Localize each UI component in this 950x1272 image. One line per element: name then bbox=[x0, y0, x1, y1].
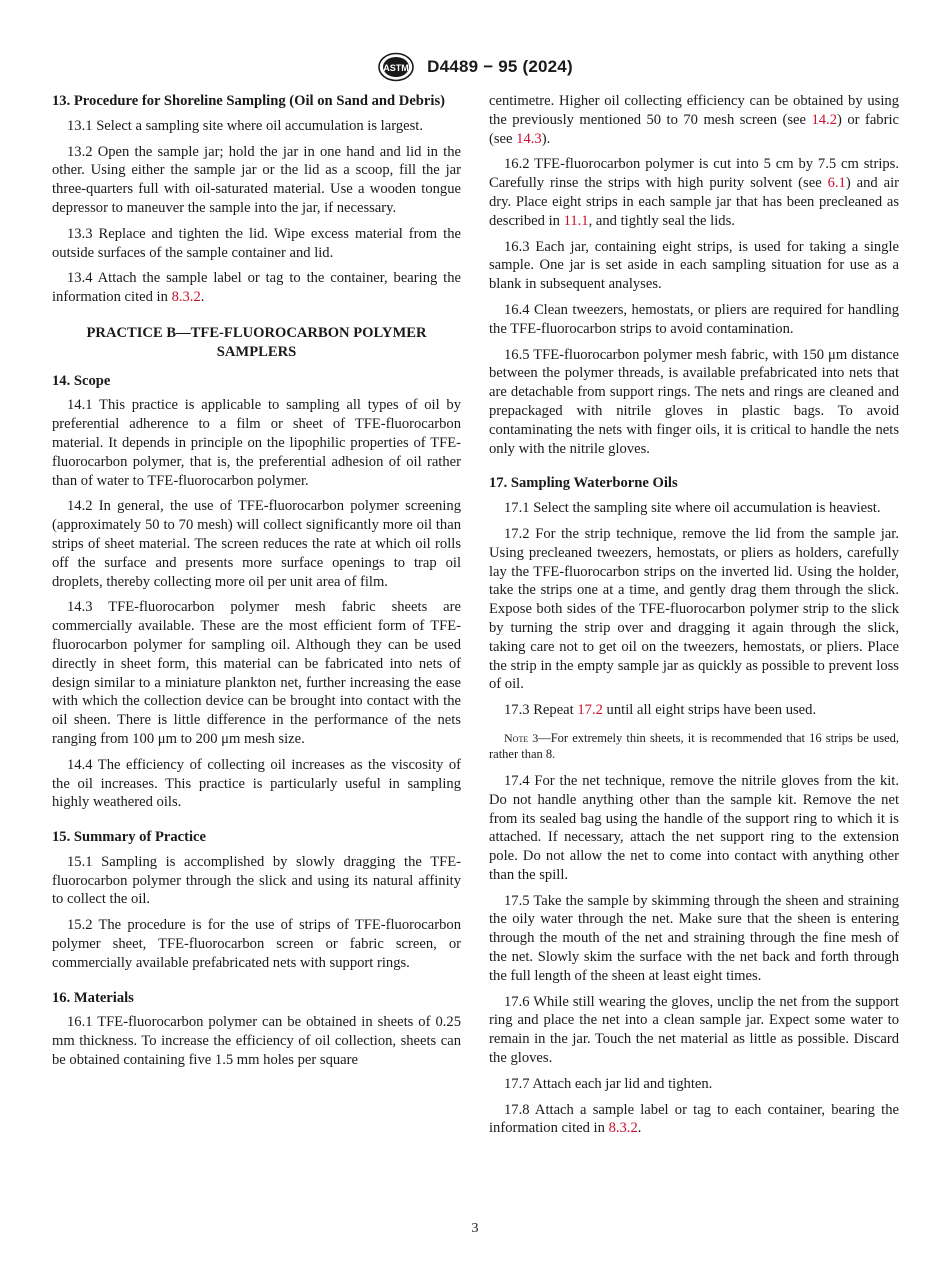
para-13-4: 13.4 Attach the sample label or tag to the container, bearing the information cited in 8.3.2. bbox=[52, 270, 461, 306]
ref-11-1-link[interactable]: 11.1 bbox=[563, 212, 589, 229]
para-13-2: 13.2 Open the sample jar; hold the jar in one hand and lid in the other. Using either the sample jar or the lid as a scoop, fill the jar three-quarters full with oil-saturated material. Use a wooden tongue depressor to maneuver the sample into the jar, if necessary. bbox=[52, 143, 461, 216]
ref-8-3-2-link-2[interactable]: 8.3.2 bbox=[608, 1120, 638, 1137]
astm-logo-text: ASTM bbox=[383, 63, 409, 73]
left-column bbox=[52, 92, 461, 1077]
right-column bbox=[489, 92, 899, 1145]
para-16-2: 16.2 TFE-fluorocarbon polymer is cut into 5 cm by 7.5 cm strips. Carefully rinse the strips with high purity solvent (see 6.1) and air dry. Place eight strips in each sample jar that has been precleaned as described in 11.1, and tightly seal the lids. bbox=[489, 156, 900, 229]
document-id: D4489 − 95 (2024) bbox=[427, 57, 573, 76]
page-number: 3 bbox=[471, 1221, 479, 1236]
ref-14-2-link[interactable]: 14.2 bbox=[811, 111, 837, 128]
para-14-4: 14.4 The efficiency of collecting oil increases as the viscosity of the oil increases. This practice is particularly useful in sampling highly weathered oils. bbox=[52, 756, 461, 811]
para-17-7: 17.7 Attach each jar lid and tighten. bbox=[504, 1075, 713, 1092]
para-13-1: 13.1 Select a sampling site where oil accumulation is largest. bbox=[67, 117, 423, 134]
para-17-8: 17.8 Attach a sample label or tag to each container, bearing the information cited in 8.3.2. bbox=[489, 1101, 899, 1137]
ref-17-2-link[interactable]: 17.2 bbox=[577, 702, 603, 719]
para-13-3: 13.3 Replace and tighten the lid. Wipe excess material from the outside surfaces of the sample container and lid. bbox=[52, 225, 461, 261]
section-17-heading: 17. Sampling Waterborne Oils bbox=[489, 475, 678, 492]
para-17-6: 17.6 While still wearing the gloves, unclip the net from the support ring and place the net into a clean sample jar. Expect some water to remain in the jar. Touch the net material as little as possible. Discard the gloves. bbox=[489, 993, 899, 1067]
para-17-4: 17.4 For the net technique, remove the nitrile gloves from the kit. Do not handle anything other than the sample kit. Remove the net from its sealed bag using the handle of the support ring to which it is attached. If necessary, attach the net support ring to the extension pole. Do not allow the net to come into contact with anything other than the spill. bbox=[489, 772, 899, 883]
para-17-1: 17.1 Select the sampling site where oil accumulation is heaviest. bbox=[504, 500, 881, 517]
ref-14-3-link[interactable]: 14.3 bbox=[516, 130, 542, 147]
page-header bbox=[0, 52, 950, 82]
note-3-text: —For extremely thin sheets, it is recommended that 16 strips be used, rather than 8. bbox=[489, 730, 899, 761]
ref-6-1-link[interactable]: 6.1 bbox=[827, 175, 846, 192]
para-16-4: 16.4 Clean tweezers, hemostats, or pliers are required for handling the TFE-fluorocarbon strips to avoid contamination. bbox=[489, 301, 899, 337]
para-16-5: 16.5 TFE-fluorocarbon polymer mesh fabric, with 150 μm distance between the polymer threads, is available prefabricated into nets that are detachable from support rings. The nets and rings are cleaned and prepackaged with nitrile gloves in plastic bags. To avoid contaminating the nets with finger oils, it is critical to handle the nets only with the nitrile gloves. bbox=[489, 346, 899, 457]
note-3 bbox=[489, 730, 899, 762]
para-15-1: 15.1 Sampling is accomplished by slowly dragging the TFE-fluorocarbon polymer through the slick and using its natural affinity to collect the oil. bbox=[52, 853, 461, 908]
para-17-5: 17.5 Take the sample by skimming through the sheen and straining the oily water through the net. Make sure that the sheen is entering through the mouth of the net and straining through the fine mesh of the net. Slowly skim the surface with the net back and forth through the full length of the sheen at least eight times. bbox=[489, 892, 899, 984]
section-14-heading: 14. Scope bbox=[52, 372, 111, 389]
para-14-1: 14.1 This practice is applicable to sampling all types of oil by preferential adherence to a film or sheet of TFE-fluorocarbon material. It depends in principle on the lipophilic properties of TFE-fluorocarbon polymer, that is, the preferential adhesion of oil rather than of water to TFE-fluorocarbon polymer. bbox=[52, 397, 461, 489]
note-3-label: Note 3 bbox=[504, 730, 539, 745]
para-16-3: 16.3 Each jar, containing eight strips, is used for taking a single sample. One jar is set aside in each sampling situation for use as a blank in subsequent analyses. bbox=[489, 238, 899, 293]
para-14-3: 14.3 TFE-fluorocarbon polymer mesh fabric sheets are commercially available. These are the most efficient form of TFE-fluorocarbon polymer for sampling oil. Although they can be used directly in sheet form, this material can be fabricated into nets of design similar to a miniature plankton net, further increasing the ease with which the collection device can be brought into contact with the oil sheen. There is little difference in the performance of the nets ranging from 100 μm to 200 μm mesh size. bbox=[52, 599, 461, 747]
para-16-1-start: 16.1 TFE-fluorocarbon polymer can be obtained in sheets of 0.25 mm thickness. To increase the efficiency of oil collection, sheets can be obtained containing five 1.5 mm holes per square bbox=[52, 1014, 461, 1069]
para-17-3: 17.3 Repeat 17.2 until all eight strips have been used. bbox=[504, 702, 817, 719]
practice-b-heading: PRACTICE B—TFE-FLUOROCARBON POLYMER SAMPLERS bbox=[86, 324, 427, 360]
ref-8-3-2-link[interactable]: 8.3.2 bbox=[171, 289, 201, 306]
para-14-2: 14.2 In general, the use of TFE-fluorocarbon polymer screening (approximately 50 to 70 mesh) will collect significantly more oil than strips of sheet material. The screen reduces the rate at which oil rolls off the surface and presents more surface openings to trap oil droplets, thereby collecting more oil per unit area of film. bbox=[52, 498, 461, 590]
para-17-2: 17.2 For the strip technique, remove the lid from the sample jar. Using precleaned tweezers, hemostats, or pliers as holders, carefully lay the TFE-fluorocarbon strips on the inverted lid. Using the holder, take the strips one at a time, and gently drag them through the slick. Expose both sides of the TFE-fluorocarbon polymer strip to the slick by turning the strip over and dragging it again through the slick, taking care not to get oil on the tweezers, hemostats, or pliers. Place the strip in the empty sample jar as quickly as possible to prevent loss of oil. bbox=[489, 525, 899, 693]
astm-logo-icon bbox=[377, 52, 415, 82]
section-13-heading: 13. Procedure for Shoreline Sampling (Oil on Sand and Debris) bbox=[52, 93, 445, 109]
para-16-1-continued: centimetre. Higher oil collecting efficiency can be obtained by using the previously mentioned 50 to 70 mesh screen (see 14.2) or fabric (see 14.3). bbox=[489, 93, 899, 147]
section-16-heading: 16. Materials bbox=[52, 989, 134, 1006]
section-15-heading: 15. Summary of Practice bbox=[52, 829, 206, 846]
para-15-2: 15.2 The procedure is for the use of strips of TFE-fluorocarbon polymer sheet, TFE-fluorocarbon screen or fabric screen, or commercially available prefabricated nets with support rings. bbox=[52, 917, 461, 971]
